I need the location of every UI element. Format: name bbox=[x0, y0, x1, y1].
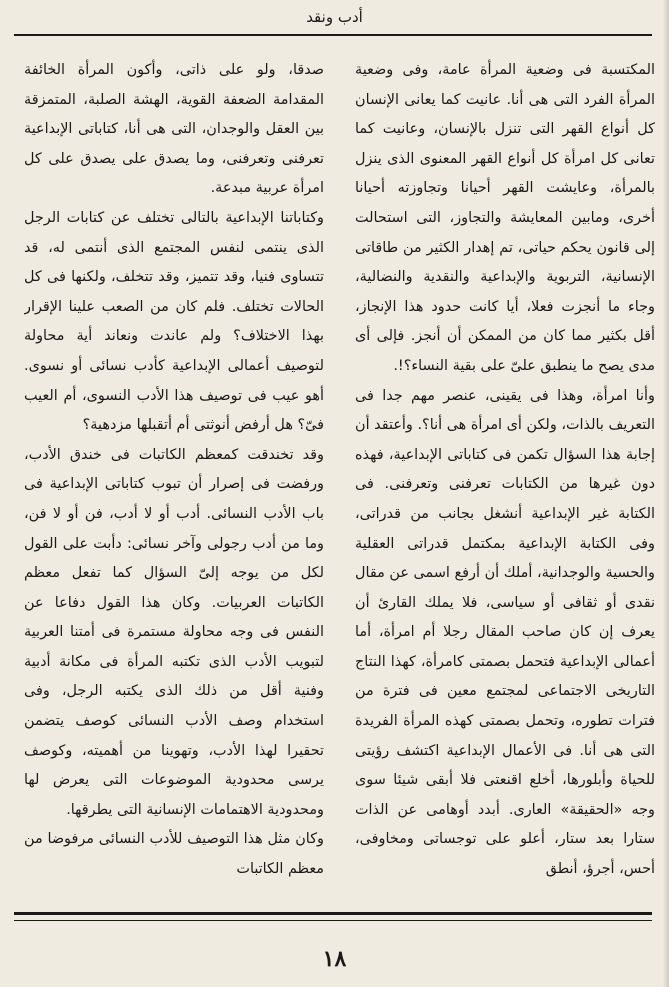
section-title: أدب ونقد bbox=[306, 8, 363, 26]
text-column-left bbox=[24, 56, 324, 904]
paragraph: وأنا امرأة، وهذا فى يقينى، عنصر مهم جدا فى التعريف بالذات، ولكن أى امرأة هى أنا؟. وأعتقد أن إجابة هذا السؤال تكمن فى كتاباتى الإبداعية، فهذه دون غيرها من الكتابات تعرفنى وتعرفنى. فى الكتابة غير الإبداعية أنشغل بجانب من قدراتى، وفى الكتابة الإبداعية بمكتمل قدراتى العقلية والحسية والوجدانية، أملك أن أرفع اسمى عن مقال نقدى أو ثقافى أو سياسى، فلا يملك القارئ أن يعرف إن كان صاحب المقال رجلا أم امرأة، أما أعمالى الإبداعية فتحمل بصمتى كامرأة، كهذا النتاج التاريخى الاجتماعى لمجتمع معين فى فترة من فترات تطوره، وتحمل بصمتى كهذه المرأة الفريدة التى هى أنا. فى الأعمال الإبداعية اكتشف رؤيتى للحياة وأبلورها، أخلع اقنعتى فلا أبقى شيئا سوى وجه «الحقيقة» العارى. أبدد أوهامى عن الذات ستارا بعد ستار، أعلو على توجساتى ومخاوفى، أحس، أجرؤ، أنطق bbox=[355, 387, 655, 878]
paragraph: المكتسبة فى وضعية المرأة عامة، وفى وضعية المرأة الفرد التى هى أنا. عانيت كما يعانى الإنسان كل أنواع القهر التى تنزل بالإنسان، وعانيت كما تعانى كل امرأة كل أنواع القهر المعنوى الذى ينزل بالمرأة، وعايشت القهر أحيانا وتجاوزته أحيانا أخرى، ومابين المعايشة والتجاوز، التى استحالت إلى قانون يحكم حياتى، تم إهدار الكثير من طاقاتى الإنسانية، التربوية والإبداعية والنقدية والنضالية، وجاء ما أنجزت فعلا، أيا كانت حدود هذا الإنجاز، أقل بكثير مما كان من الممكن أن أنجز. فإلى أى مدى يصح ما ينطبق علىّ على بقية النساء؟!. bbox=[355, 62, 655, 374]
header-rule bbox=[14, 34, 652, 36]
paragraph: وكتاباتنا الإبداعية بالتالى تختلف عن كتابات الرجل الذى ينتمى لنفس المجتمع الذى أنتمى له، قد تتساوى فنيا، وقد تتميز، وقد تتخلف، ولكنها فى كل الحالات تختلف. فلم كان من الصعب علينا الإقرار بهذا الاختلاف؟ ولم عاندت ونعاند أية محاولة لتوصيف أعمالى الإبداعية كأدب نسائى أو نسوى. أهو عيب فى توصيف هذا الأدب النسوى، أم العيب فىّ؟ هل أرفض أنوثتى أم أتقبلها مزدهية؟ bbox=[24, 209, 324, 434]
paragraph: وكان مثل هذا التوصيف للأدب النسائى مرفوضا من معظم الكاتبات bbox=[24, 831, 324, 878]
page-edge-shadow bbox=[663, 0, 669, 987]
page-number: ١٨ bbox=[322, 946, 347, 972]
text-column-right bbox=[355, 56, 655, 904]
footer-rule-thick bbox=[14, 912, 652, 915]
footer-rule-thin bbox=[14, 920, 652, 921]
paragraph: صدقا، ولو على ذاتى، وأكون المرأة الخائفة المقدامة الضعفة القوية، الهشة الصلبة، المتمزقة بين العقل والوجدان، التى هى أنا، كتاباتى الإبداعية تعرفنى وتعرفنى، وما يصدق على يصدق على كل امرأة عربية مبدعة. bbox=[24, 62, 324, 197]
paragraph: وقد تخندقت كمعظم الكاتبات فى خندق الأدب، ورفضت فى إصرار أن تبوب كتاباتى الإبداعية فى باب الأدب النسائى. أدب أو لا أدب، فن أو لا فن، وما من أدب رجولى وآخر نسائى: دأبت على القول لكل من يوجه إلىّ السؤال كما تفعل معظم الكاتبات العربيات. وكان هذا القول دفاعا عن النفس فى وجه محاولة مستمرة فى أمتنا العربية لتبويب الأدب الذى تكتبه المرأة فى مكانة أدبية وفنية أقل من ذلك الذى يكتبه الرجل، وفى استخدام وصف الأدب النسائى كوصف يتضمن تحقيرا لهذا الأدب، وتهوينا من أهميته، وكوصف يرسى محدودية الموضوعات التى يعرض لها ومحدودية الاهتمامات الإنسانية التى يطرقها. bbox=[24, 446, 324, 818]
